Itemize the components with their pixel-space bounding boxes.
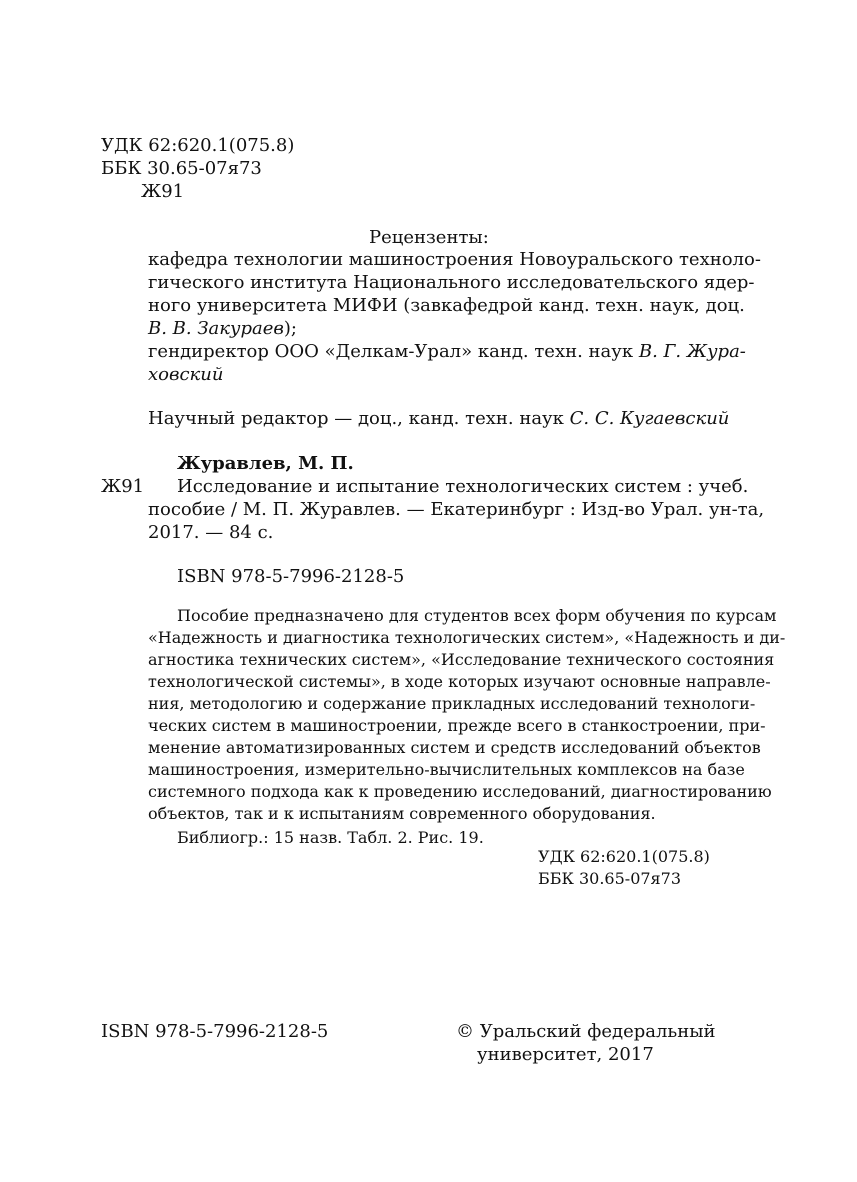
reviewer-1-line-3: ного университета МИФИ (завкафедрой канд. техн. наук, доц. — [148, 295, 745, 316]
editor-prefix: Научный редактор — доц., канд. техн. наук — [148, 408, 570, 429]
reviewer-1-line-1: кафедра технологии машиностроения Новоуральского техноло- — [148, 249, 761, 270]
reviewers-heading: Рецензенты: — [369, 227, 489, 248]
bbk-code: ББК 30.65-07я73 — [101, 158, 262, 179]
reviewer-1-tail: ); — [283, 318, 297, 339]
catalog-title-line-3: 2017. — 84 с. — [148, 522, 274, 543]
reviewer-2-name-part-2: ховский — [148, 364, 224, 385]
catalog-author — [177, 452, 354, 475]
copyright-line-2: университет, 2017 — [477, 1044, 654, 1065]
copyright-line-1: © Уральский федеральный — [456, 1021, 716, 1042]
annotation-line: машиностроения, измерительно-вычислительных комплексов на базе — [148, 760, 745, 779]
reviewer-1-name: В. В. Закураев — [148, 318, 284, 339]
catalog-title-line-1: Исследование и испытание технологических систем : учеб. — [177, 476, 749, 497]
udk-code-bottom: УДК 62:620.1(075.8) — [538, 847, 710, 866]
editor-name: С. С. Кугаевский — [569, 408, 730, 429]
annotation-line: «Надежность и диагностика технологических систем», «Надежность и ди- — [148, 628, 786, 647]
reviewer-2-prefix: гендиректор ООО «Делкам-Урал» канд. техн. наук — [148, 341, 639, 362]
catalog-title-line-2: пособие / М. П. Журавлев. — Екатеринбург : Изд-во Урал. ун-та, — [148, 499, 765, 520]
reviewer-1-line-2: гического института Национального исследовательского ядер- — [148, 272, 755, 293]
catalog-isbn: ISBN 978-5-7996-2128-5 — [177, 566, 405, 587]
annotation-line: агностика технических систем», «Исследование технического состояния — [148, 650, 775, 669]
udk-code: УДК 62:620.1(075.8) — [101, 135, 295, 156]
scientific-editor — [148, 407, 729, 430]
annotation-line: ческих систем в машиностроении, прежде всего в станкостроении, при- — [148, 716, 766, 735]
bbk-code-bottom: ББК 30.65-07я73 — [538, 869, 682, 888]
reviewer-2-line-1 — [148, 340, 746, 363]
catalog-author-name: Журавлев, М. П. — [177, 453, 354, 474]
reviewer-2-name-part-1: В. Г. Жура- — [638, 341, 746, 362]
footer-isbn: ISBN 978-5-7996-2128-5 — [101, 1021, 329, 1042]
reviewer-1-line-4 — [148, 317, 297, 340]
annotation-line: системного подхода как к проведению исследований, диагностированию — [148, 782, 772, 801]
annotation-line: объектов, так и к испытаниям современного оборудования. — [148, 804, 656, 823]
bibliography-note: Библиогр.: 15 назв. Табл. 2. Рис. 19. — [177, 828, 484, 847]
annotation-line: менение автоматизированных систем и средств исследований объектов — [148, 738, 761, 757]
author-mark: Ж91 — [141, 181, 185, 202]
catalog-mark: Ж91 — [101, 476, 145, 497]
annotation-line: ния, методологию и содержание прикладных исследований технологи- — [148, 694, 756, 713]
annotation-line: Пособие предназначено для студентов всех форм обучения по курсам — [177, 606, 777, 625]
annotation-line: технологической системы», в ходе которых изучают основные направле- — [148, 672, 771, 691]
reviewer-2-line-2 — [148, 363, 223, 386]
